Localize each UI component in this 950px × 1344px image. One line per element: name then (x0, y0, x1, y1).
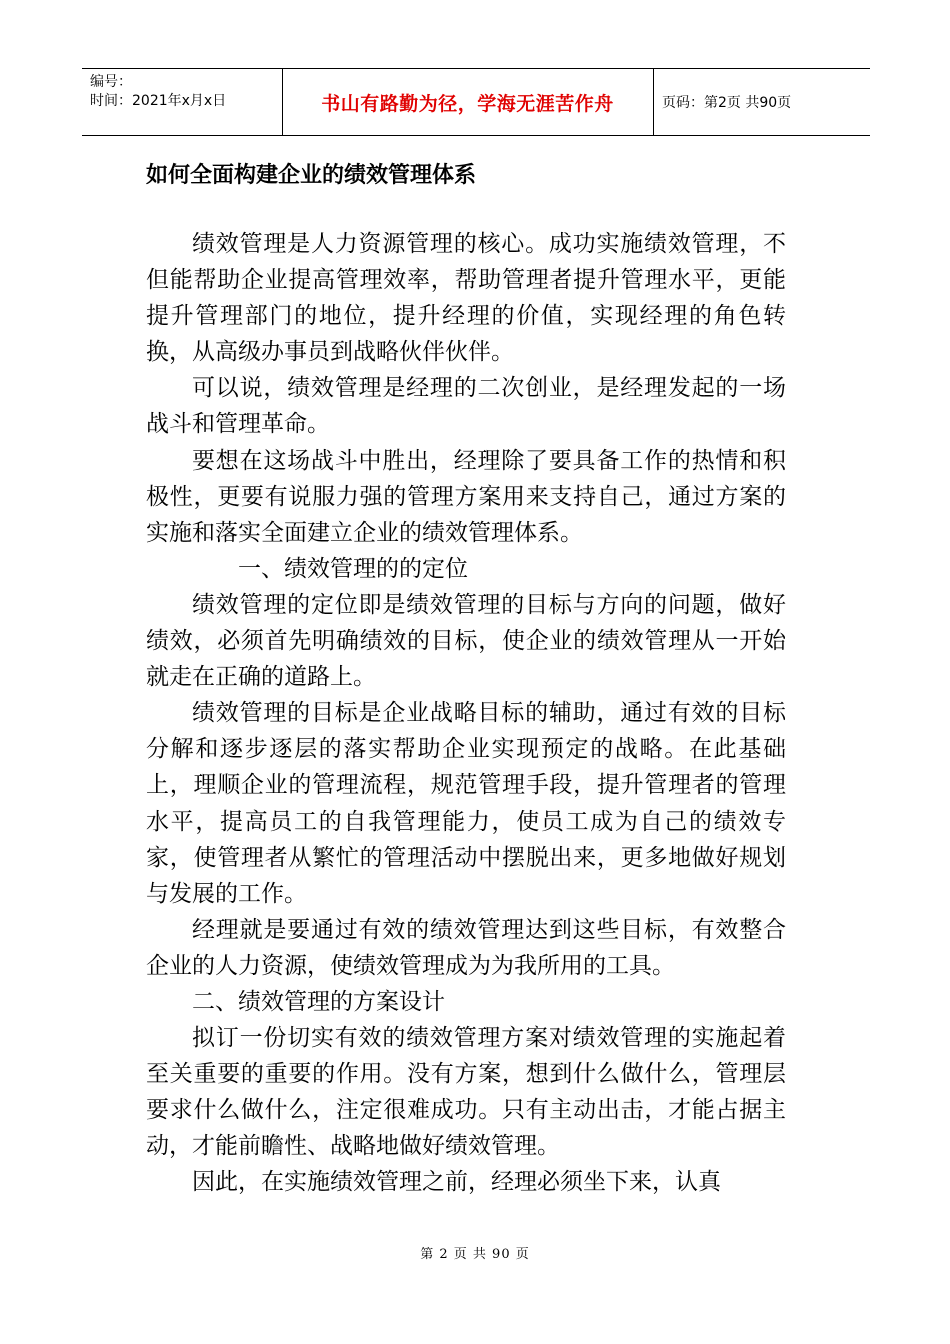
section-number: 一、 (238, 555, 284, 582)
paragraph: 可以说，绩效管理是经理的二次创业，是经理发起的一场战斗和管理革命。 (146, 375, 786, 438)
paragraph: 绩效管理的目标是企业战略目标的辅助，通过有效的目标分解和逐步逐层的落实帮助企业实现预定的战略。在此基础上，理顺企业的管理流程，规范管理手段，提升管理者的管理水平，提高员工的自我管理能力，使员工成为自己的绩效专家，使管理者从繁忙的管理活动中摆脱出来，更多地做好规划与发展的工作。 (146, 700, 786, 907)
header-page-info: 页码：第2页 共90页 (662, 95, 792, 111)
page-footer: 第 2 页 共 90 页 (420, 1247, 530, 1262)
paragraph: 拟订一份切实有效的绩效管理方案对绩效管理的实施起着至关重要的重要的作用。没有方案，想到什么做什么，管理层要求什么做什么，注定很难成功。只有主动出击，才能占据主动，才能前瞻性、战略地做好绩效管理。 (146, 1025, 786, 1160)
code-label: 编号： (90, 74, 132, 90)
paragraph: 因此，在实施绩效管理之前，经理必须坐下来，认真 (192, 1169, 721, 1196)
paragraph: 要想在这场战斗中胜出，经理除了要具备工作的热情和积极性，更要有说服力强的管理方案用来支持自己，通过方案的实施和落实全面建立企业的绩效管理体系。 (146, 447, 786, 546)
header-meta (90, 73, 226, 111)
document-title: 如何全面构建企业的绩效管理体系 (146, 163, 477, 188)
paragraph: 绩效管理的定位即是绩效管理的目标与方向的问题，做好绩效，必须首先明确绩效的目标，使企业的绩效管理从一开始就走在正确的道路上。 (146, 591, 786, 691)
section-heading-1 (146, 551, 786, 587)
header-divider (653, 69, 654, 135)
paragraph: 经理就是要通过有效的绩效管理达到这些目标，有效整合企业的人力资源，使绩效管理成为为我所用的工具。 (146, 916, 786, 979)
section-title: 绩效管理的的定位 (284, 555, 468, 582)
section-heading-2: 二、绩效管理的方案设计 (192, 988, 445, 1015)
paragraph: 绩效管理是人力资源管理的核心。成功实施绩效管理，不但能帮助企业提高管理效率，帮助管理者提升管理水平，更能提升管理部门的地位，提升经理的价值，实现经理的角色转换，从高级办事员到战略伙伴伙伴。 (146, 231, 786, 366)
date-label: 时间：2021年x月x日 (90, 93, 227, 109)
header-motto: 书山有路勤为径，学海无涯苦作舟 (321, 92, 614, 115)
document-body (146, 226, 786, 1201)
page-header (82, 68, 870, 136)
